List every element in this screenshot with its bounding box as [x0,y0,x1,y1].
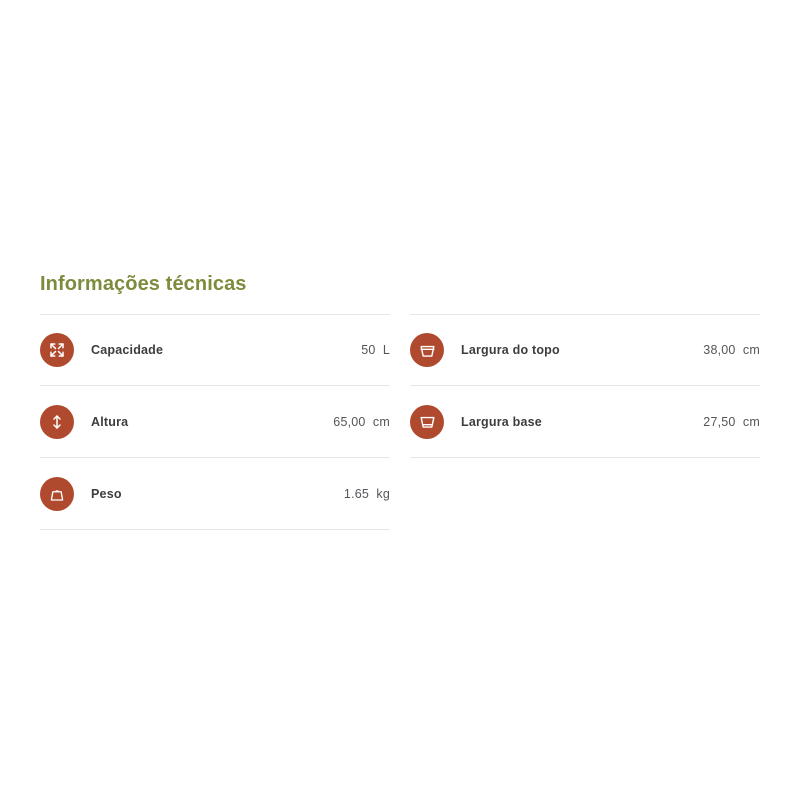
resize-arrows-icon [40,333,74,367]
spec-label: Largura base [461,414,542,429]
height-arrow-icon [40,405,74,439]
spec-value: 1.65 kg [343,486,390,501]
spec-label: Altura [91,414,129,429]
spec-row-largura-base [410,386,760,458]
spec-label: Peso [91,486,122,501]
pot-top-width-icon [410,333,444,367]
technical-information-section [40,272,760,530]
spec-label: Capacidade [91,343,164,357]
spec-value: 38,00 cm [703,343,760,357]
specs-column-left [40,314,390,530]
spec-label: Largura do topo [461,343,560,357]
spec-value: 27,50 cm [703,414,760,429]
spec-row-peso [40,458,390,530]
spec-row-altura [40,386,390,458]
pot-base-width-icon [410,405,444,439]
specifications-grid [40,314,760,530]
spec-value: 50 L [361,343,390,357]
weight-icon [40,477,74,511]
page-title: Informações técnicas [40,273,247,295]
spec-row-largura-topo [410,314,760,386]
spec-value: 65,00 cm [333,414,390,429]
spec-row-capacidade [40,314,390,386]
specs-column-right [410,314,760,530]
